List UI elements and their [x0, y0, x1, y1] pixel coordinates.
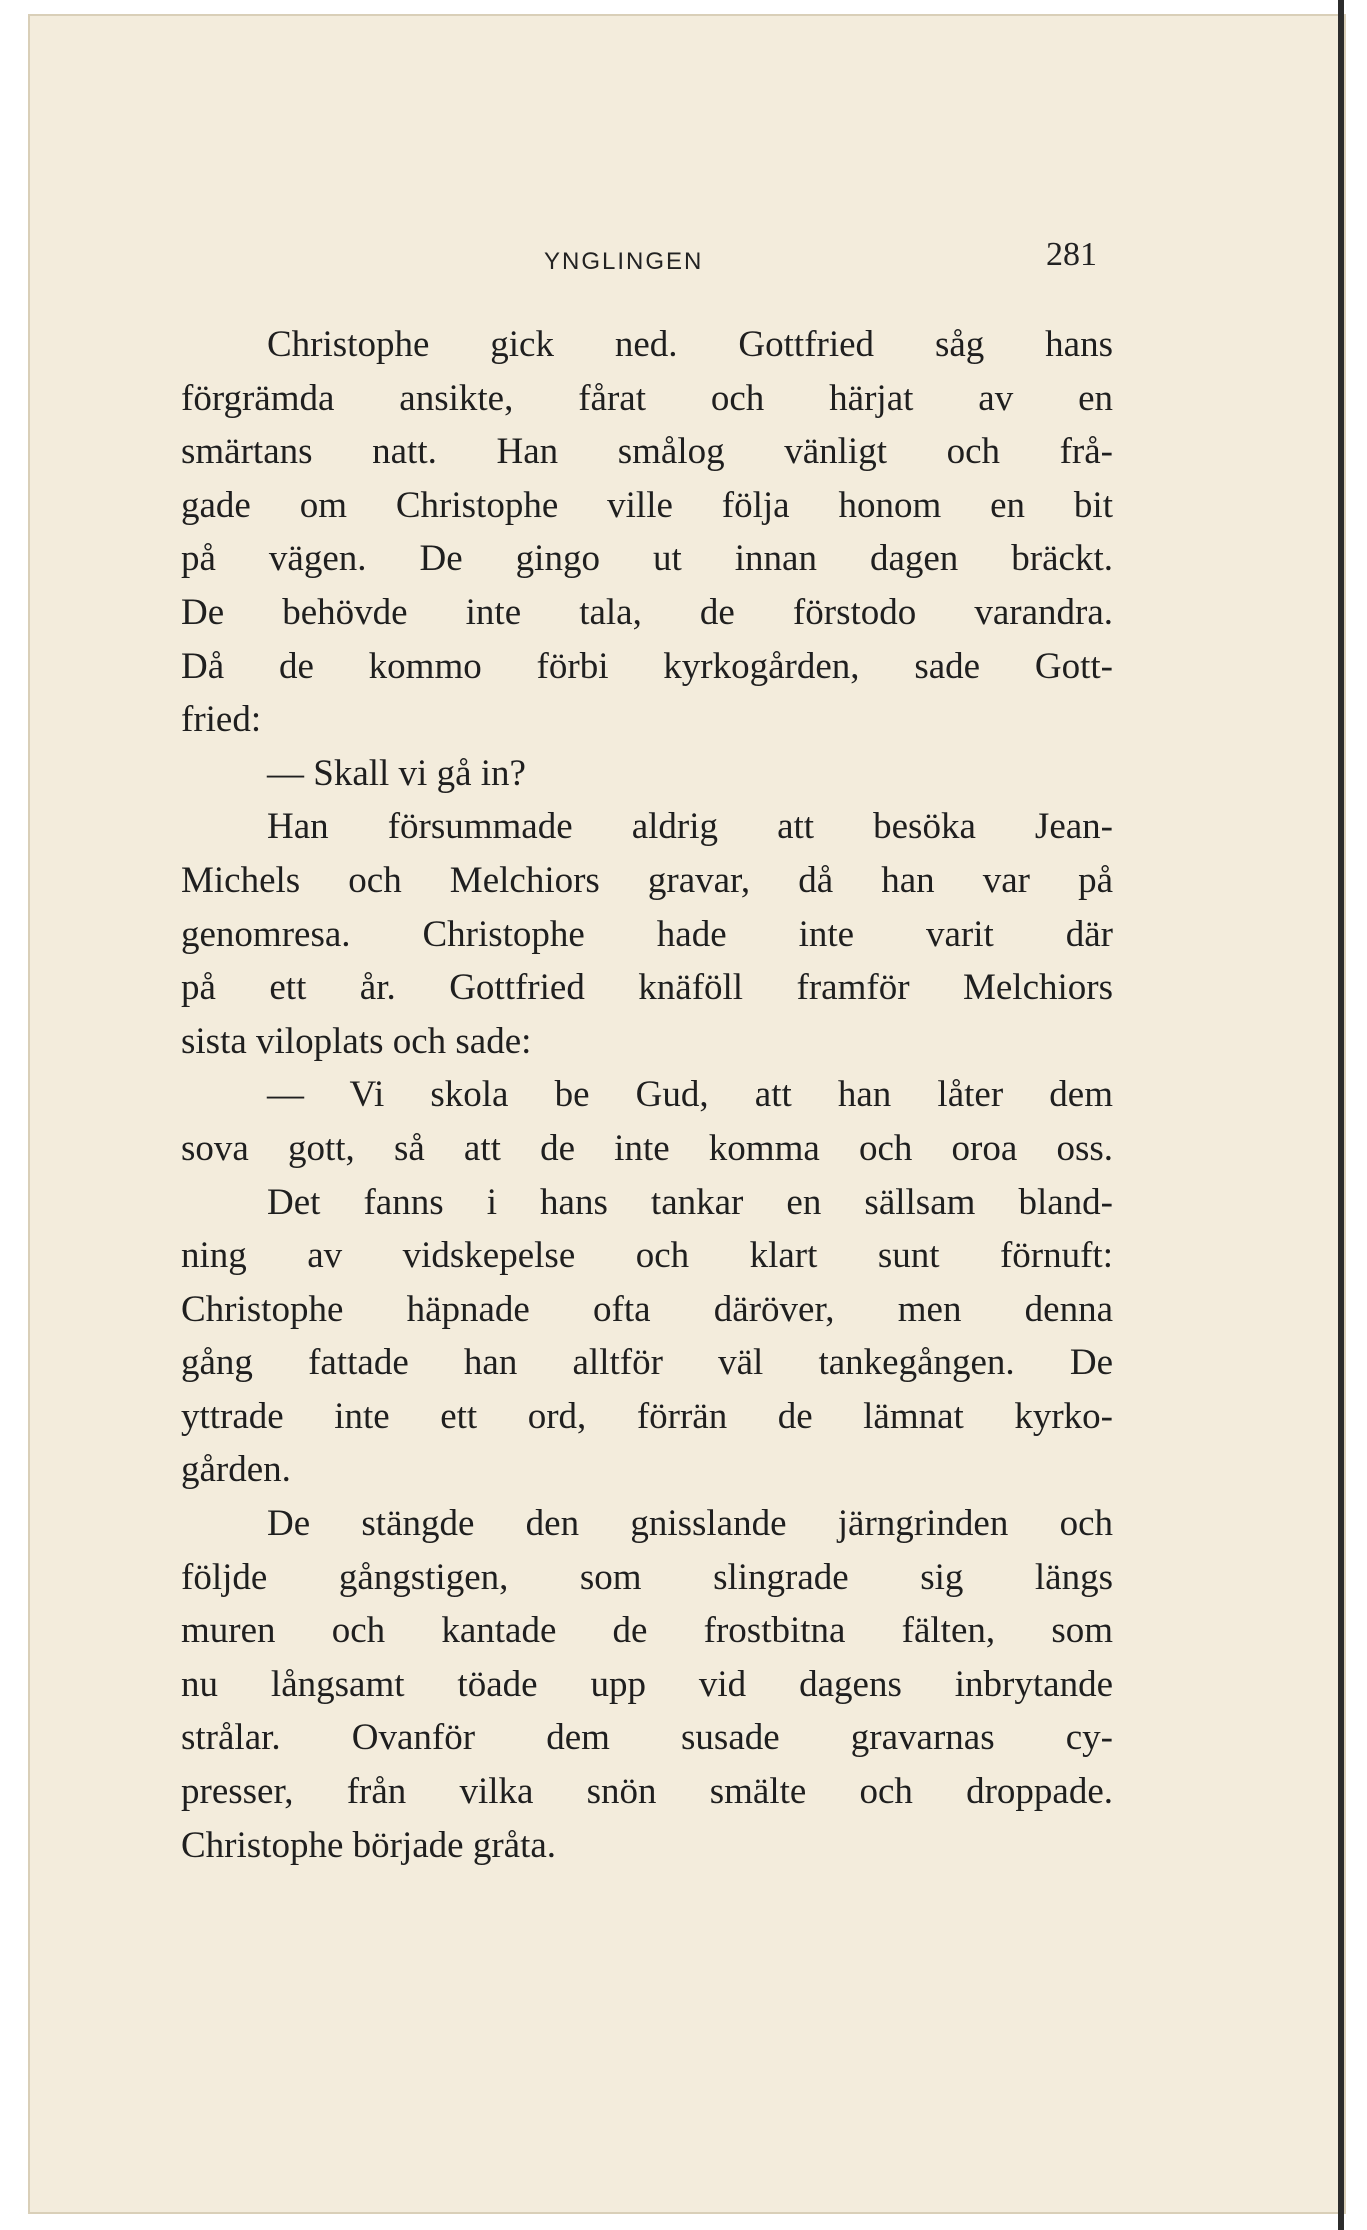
text-line: — Skall vi gå in? — [267, 752, 526, 794]
text-line: Christophe häpnade ofta däröver, men denna — [181, 1288, 1113, 1330]
text-line: De stängde den gnisslande järngrinden och — [267, 1503, 1113, 1545]
running-title: YNGLINGEN — [544, 248, 704, 275]
page-number: 281 — [1046, 236, 1097, 273]
text-line: på ett år. Gottfried knäföll framför Melchiors — [181, 967, 1113, 1009]
text-line: Michels och Melchiors gravar, då han var på — [181, 859, 1113, 901]
text-line: gården. — [181, 1449, 291, 1491]
text-line: fried: — [181, 699, 262, 741]
text-line: Det fanns i hans tankar en sällsam bland- — [267, 1181, 1113, 1223]
page-edge — [1338, 0, 1344, 2230]
text-line: Då de kommo förbi kyrkogården, sade Gott- — [181, 645, 1113, 687]
text-line: följde gångstigen, som slingrade sig längs — [181, 1556, 1113, 1598]
body-text — [181, 318, 1113, 1872]
text-line: Christophe gick ned. Gottfried såg hans — [267, 324, 1113, 365]
text-line: på vägen. De gingo ut innan dagen bräckt. — [181, 538, 1113, 580]
running-header — [0, 236, 1367, 296]
text-line: genomresa. Christophe hade inte varit där — [181, 913, 1113, 955]
text-line: nu långsamt töade upp vid dagens inbrytande — [181, 1663, 1113, 1705]
text-line: — Vi skola be Gud, att han låter dem — [267, 1074, 1113, 1116]
text-line: De behövde inte tala, de förstodo varandra. — [181, 591, 1113, 633]
text-line: muren och kantade de frostbitna fälten, som — [181, 1610, 1113, 1652]
text-line: förgrämda ansikte, fårat och härjat av en — [181, 377, 1113, 419]
text-line: sova gott, så att de inte komma och oroa oss. — [181, 1127, 1113, 1169]
text-line: strålar. Ovanför dem susade gravarnas cy- — [181, 1717, 1113, 1759]
text-line: yttrade inte ett ord, förrän de lämnat kyrko- — [181, 1395, 1113, 1437]
text-line: ning av vidskepelse och klart sunt förnuft: — [181, 1235, 1113, 1277]
text-line: gång fattade han alltför väl tankegången. De — [181, 1342, 1113, 1384]
text-line: presser, från vilka snön smälte och droppade. — [181, 1771, 1113, 1813]
text-line: gade om Christophe ville följa honom en bit — [181, 484, 1113, 526]
text-line: Han försummade aldrig att besöka Jean- — [267, 806, 1113, 848]
text-line: Christophe började gråta. — [181, 1824, 557, 1866]
text-line: sista viloplats och sade: — [181, 1020, 532, 1062]
text-line: smärtans natt. Han smålog vänligt och frå- — [181, 431, 1113, 473]
